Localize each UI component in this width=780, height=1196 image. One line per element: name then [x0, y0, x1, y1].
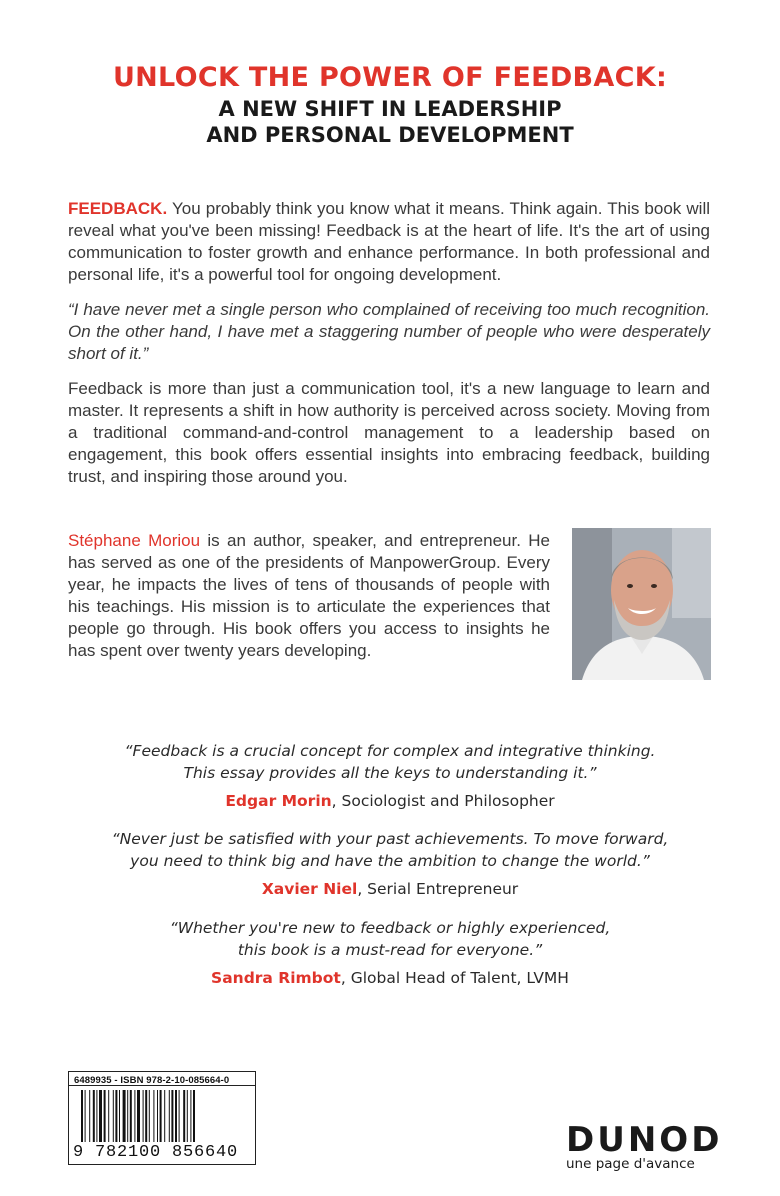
endorsement-attribution: [40, 790, 740, 812]
title-line-1: UNLOCK THE POWER OF FEEDBACK:: [112, 62, 668, 93]
endorsement-attribution: [40, 878, 740, 900]
author-quote: “I have never met a single person who complained of receiving too much recognition. On the other hand, I have met a staggering number of people who were desperately short of it.”: [68, 300, 710, 363]
author-bio-text: is an author, speaker, and entrepreneur. He has served as one of the presidents of ManpowerGroup. Every year, he impacts the lives of tens of thousands of people with his teachings. His mission is to articulate the experiences that people go through. His book offers you access to insights he has spent over twenty years developing.: [68, 531, 550, 660]
endorser-role: , Sociologist and Philosopher: [331, 792, 555, 810]
intro-text: You probably think you know what it means. Think again. This book will reveal what you've been missing! Feedback is at the heart of life. It's the art of using communication to foster growth and enhance performance. In both professional and personal life, it's a powerful tool for ongoing development.: [68, 199, 710, 284]
endorsement-quote-line: This essay provides all the keys to understanding it.”: [183, 764, 597, 782]
title-line-2: A NEW SHIFT IN LEADERSHIP: [218, 97, 562, 121]
endorsement-quote-line: this book is a must-read for everyone.”: [237, 941, 543, 959]
endorsement-quote-line: “Feedback is a crucial concept for complex and integrative thinking.: [124, 742, 656, 760]
publisher-tagline: une page d'avance: [566, 1156, 695, 1172]
isbn-text: 6489935 - ISBN 978-2-10-085664-0: [69, 1072, 255, 1086]
publisher-logo: [566, 1120, 723, 1172]
blurb: [68, 198, 710, 501]
feedback-paragraph: Feedback is more than just a communication tool, it's a new language to learn and master. It represents a shift in how authority is perceived across society. Moving from a traditional command-and-control management to a leadership based on engagement, this book offers essential insights into embracing feedback, building trust, and inspiring those around you.: [68, 379, 710, 486]
endorser-role: , Serial Entrepreneur: [357, 880, 519, 898]
endorsement-2: [40, 828, 740, 900]
intro-lead: FEEDBACK.: [68, 199, 168, 218]
title-line-3: AND PERSONAL DEVELOPMENT: [206, 123, 574, 147]
barcode-block: [68, 1071, 256, 1165]
endorser-name: Edgar Morin: [225, 792, 332, 810]
author-bio: [68, 530, 550, 662]
endorser-name: Xavier Niel: [261, 880, 358, 898]
endorsement-quote-line: “Never just be satisfied with your past achievements. To move forward,: [111, 830, 669, 848]
barcode-digits: 9 782100 856640: [73, 1143, 239, 1162]
endorsement-quote: [40, 828, 740, 872]
endorsement-3: [40, 917, 740, 989]
author-photo: [572, 528, 711, 680]
endorsement-1: [40, 740, 740, 812]
barcode-icon: [81, 1090, 245, 1142]
endorsement-quote-line: you need to think big and have the ambition to change the world.”: [130, 852, 650, 870]
endorsement-quote: [40, 917, 740, 961]
intro-paragraph: [68, 198, 710, 286]
author-portrait-icon: [572, 528, 711, 680]
endorsement-quote: [40, 740, 740, 784]
publisher-name: DUNOD: [566, 1120, 723, 1160]
author-name: Stéphane Moriou: [68, 531, 201, 550]
endorsement-attribution: [40, 967, 740, 989]
endorsement-quote-line: “Whether you're new to feedback or highly experienced,: [169, 919, 611, 937]
endorser-role: , Global Head of Talent, LVMH: [340, 969, 569, 987]
cover-title: [0, 60, 780, 148]
endorser-name: Sandra Rimbot: [211, 969, 341, 987]
